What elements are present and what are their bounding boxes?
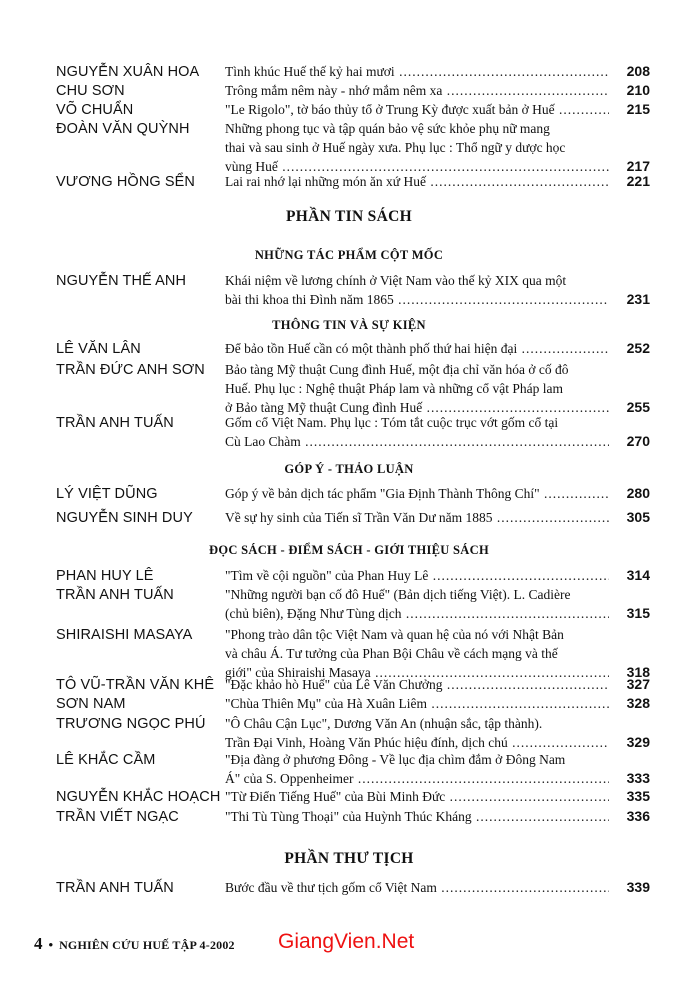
toc-title-line: Bước đầu về thư tịch gốm cổ Việt Nam ..... bbox=[225, 878, 609, 897]
toc-title bbox=[225, 714, 609, 752]
toc-title-line: ở Bảo tàng Mỹ thuật Cung đình Huế ..... bbox=[225, 398, 609, 417]
toc-title bbox=[225, 508, 609, 527]
toc-title-line: Để bảo tồn Huế cần có một thành phố thứ hai hiện đại ..... bbox=[225, 339, 609, 358]
toc-author: LÊ KHẮC CẦM bbox=[56, 752, 156, 768]
toc-title bbox=[225, 625, 609, 682]
toc-title-line: vùng Huế ..... bbox=[225, 157, 609, 176]
toc-title bbox=[225, 81, 609, 100]
toc-author: NGUYỄN THẾ ANH bbox=[56, 273, 187, 289]
footer-journal-title: NGHIÊN CỨU HUẾ TẬP 4-2002 bbox=[59, 938, 235, 952]
toc-title-line: Gốm cổ Việt Nam. Phụ lục : Tóm tắt cuộc trục vớt gốm cổ tại bbox=[225, 415, 559, 430]
toc-author: NGUYỄN SINH DUY bbox=[56, 510, 193, 526]
toc-title-line: "Những người bạn cố đô Huế" (Bản dịch tiếng Việt). L. Cadière bbox=[225, 587, 571, 602]
toc-title-line: "Chùa Thiên Mụ" của Hà Xuân Liêm ..... bbox=[225, 694, 609, 713]
toc-author: PHAN HUY LÊ bbox=[56, 568, 154, 584]
part-heading-thu-tich: PHẦN THƯ TỊCH bbox=[284, 850, 414, 867]
toc-author: TRẦN ANH TUẤN bbox=[56, 880, 174, 896]
toc-title-line: "Phong trào dân tộc Việt Nam và quan hệ của nó với Nhật Bản bbox=[225, 627, 564, 642]
toc-page-number: 315 bbox=[626, 605, 650, 621]
toc-title bbox=[225, 878, 609, 897]
toc-title-line: Về sự hy sinh của Tiến sĩ Trần Văn Dư năm 1885 ..... bbox=[225, 508, 609, 527]
toc-page-number: 329 bbox=[626, 734, 650, 750]
toc-page-number: 252 bbox=[626, 340, 650, 356]
toc-title-line: thai và sau sinh ở Huế ngày xưa. Phụ lục : Thổ ngữ y dược học bbox=[225, 140, 566, 155]
toc-title bbox=[225, 566, 609, 585]
toc-title bbox=[225, 62, 609, 81]
toc-title-line: Trông mắm nêm này - nhớ mắm nêm xa ..... bbox=[225, 81, 609, 100]
toc-author: VƯƠNG HỒNG SỂN bbox=[56, 174, 196, 190]
toc-title-line: "Thi Tù Tùng Thoại" của Huỳnh Thúc Kháng ..... bbox=[225, 807, 609, 826]
toc-author: SƠN NAM bbox=[56, 696, 126, 712]
toc-author: TRẦN ANH TUẤN bbox=[56, 415, 174, 431]
toc-page-number: 217 bbox=[626, 158, 650, 174]
toc-page-number: 208 bbox=[626, 63, 650, 79]
toc-title-line: "Đặc khảo hò Huế" của Lê Văn Chưởng ..... bbox=[225, 675, 609, 694]
toc-author: LÝ VIỆT DŨNG bbox=[56, 486, 158, 502]
toc-title bbox=[225, 339, 609, 358]
toc-author: NGUYỄN KHẮC HOẠCH bbox=[56, 789, 221, 805]
toc-title-line: "Tìm về cội nguồn" của Phan Huy Lê ..... bbox=[225, 566, 609, 585]
toc-page-number: 221 bbox=[626, 173, 650, 189]
toc-title bbox=[225, 585, 609, 623]
toc-page-number: 328 bbox=[626, 695, 650, 711]
section-heading-cot-moc: NHỮNG TÁC PHẨM CỘT MỐC bbox=[254, 248, 444, 262]
toc-title-line: "Từ Điển Tiếng Huế" của Bùi Minh Đức ..... bbox=[225, 787, 609, 806]
toc-page-number: 339 bbox=[626, 879, 650, 895]
toc-title bbox=[225, 413, 609, 451]
toc-page-number: 280 bbox=[626, 485, 650, 501]
toc-title-line: bài thi khoa thi Đình năm 1865 ..... bbox=[225, 290, 609, 309]
toc-author: TRẦN ĐỨC ANH SƠN bbox=[56, 362, 205, 378]
toc-author: TRẦN VIẾT NGẠC bbox=[56, 809, 179, 825]
toc-title-line: "Le Rigolo", tờ báo thủy tổ ở Trung Kỳ được xuất bản ở Huế ..... bbox=[225, 100, 609, 119]
toc-title bbox=[225, 787, 609, 806]
toc-title bbox=[225, 100, 609, 119]
toc-title-line: Trần Đại Vinh, Hoàng Văn Phúc hiệu đính, dịch chú ..... bbox=[225, 733, 609, 752]
toc-page-number: 335 bbox=[626, 788, 650, 804]
section-heading-gop-y: GÓP Ý - THẢO LUẬN bbox=[284, 462, 414, 476]
toc-title bbox=[225, 484, 609, 503]
toc-page-number: 333 bbox=[626, 770, 650, 786]
toc-author: TRẦN ANH TUẤN bbox=[56, 587, 174, 603]
toc-title-line: (chủ biên), Đặng Như Tùng dịch ..... bbox=[225, 604, 609, 623]
toc-title-line: Á" của S. Oppenheimer ..... bbox=[225, 769, 609, 788]
toc-title-line: Góp ý về bản dịch tác phẩm "Gia Định Thành Thông Chí" ..... bbox=[225, 484, 609, 503]
watermark-text: GiangVien.Net bbox=[278, 930, 415, 953]
toc-title-line: giới" của Shiraishi Masaya ..... bbox=[225, 663, 609, 682]
toc-title-line: và châu Á. Tư tưởng của Phan Bội Châu về cách mạng và thế bbox=[225, 646, 558, 661]
toc-author: CHU SƠN bbox=[56, 83, 125, 99]
toc-author: VÕ CHUẨN bbox=[56, 102, 134, 118]
toc-title-line: Huế. Phụ lục : Nghệ thuật Pháp lam và những cổ vật Pháp lam bbox=[225, 381, 564, 396]
toc-title bbox=[225, 807, 609, 826]
toc-title-line: "Địa đàng ở phương Đông - Về lục địa chìm đắm ở Đông Nam bbox=[225, 752, 566, 767]
part-heading-tin-sach: PHẦN TIN SÁCH bbox=[286, 208, 412, 225]
toc-title bbox=[225, 750, 609, 788]
toc-title-line: "Ô Châu Cận Lục", Dương Văn An (nhuận sắc, tập thành). bbox=[225, 716, 543, 731]
toc-title-line: Cù Lao Chàm ..... bbox=[225, 432, 609, 451]
toc-title bbox=[225, 360, 609, 417]
toc-page-number: 336 bbox=[626, 808, 650, 824]
section-heading-doc-sach: ĐỌC SÁCH - ĐIỂM SÁCH - GIỚI THIỆU SÁCH bbox=[209, 543, 489, 557]
toc-author: NGUYỄN XUÂN HOA bbox=[56, 64, 200, 80]
toc-title-line: Bảo tàng Mỹ thuật Cung đình Huế, một địa chỉ văn hóa ở cố đô bbox=[225, 362, 569, 377]
toc-author: TRƯƠNG NGỌC PHÚ bbox=[56, 716, 206, 732]
toc-page-number: 270 bbox=[626, 433, 650, 449]
toc-author: LÊ VĂN LÂN bbox=[56, 341, 141, 357]
toc-title-line: Lai rai nhớ lại những món ăn xứ Huế ..... bbox=[225, 172, 609, 191]
toc-title bbox=[225, 271, 609, 309]
toc-page-number: 231 bbox=[626, 291, 650, 307]
toc-title-line: Tình khúc Huế thế kỷ hai mươi ..... bbox=[225, 62, 609, 81]
section-heading-thong-tin: THÔNG TIN VÀ SỰ KIỆN bbox=[272, 318, 426, 332]
toc-author: ĐOÀN VĂN QUỲNH bbox=[56, 121, 190, 137]
toc-title bbox=[225, 172, 609, 191]
toc-author: SHIRAISHI MASAYA bbox=[56, 627, 193, 643]
toc-title bbox=[225, 675, 609, 694]
toc-title-line: Khái niệm về lương chính ở Việt Nam vào thế kỷ XIX qua một bbox=[225, 273, 567, 288]
toc-author: TÔ VŨ-TRẦN VĂN KHÊ bbox=[56, 677, 215, 693]
toc-title bbox=[225, 119, 609, 176]
footer-bullet: • bbox=[48, 937, 54, 952]
page-footer bbox=[34, 934, 235, 954]
footer-page-number: 4 bbox=[34, 934, 43, 953]
toc-page-number: 215 bbox=[626, 101, 650, 117]
toc-title-line: Những phong tục và tập quán bảo vệ sức khỏe phụ nữ mang bbox=[225, 121, 550, 136]
toc-title bbox=[225, 694, 609, 713]
toc-page-number: 327 bbox=[626, 676, 650, 692]
toc-page-number: 314 bbox=[626, 567, 650, 583]
toc-page-number: 255 bbox=[626, 399, 650, 415]
toc-page-number: 210 bbox=[626, 82, 650, 98]
toc-page-number: 318 bbox=[626, 664, 650, 680]
toc-page-number: 305 bbox=[626, 509, 650, 525]
